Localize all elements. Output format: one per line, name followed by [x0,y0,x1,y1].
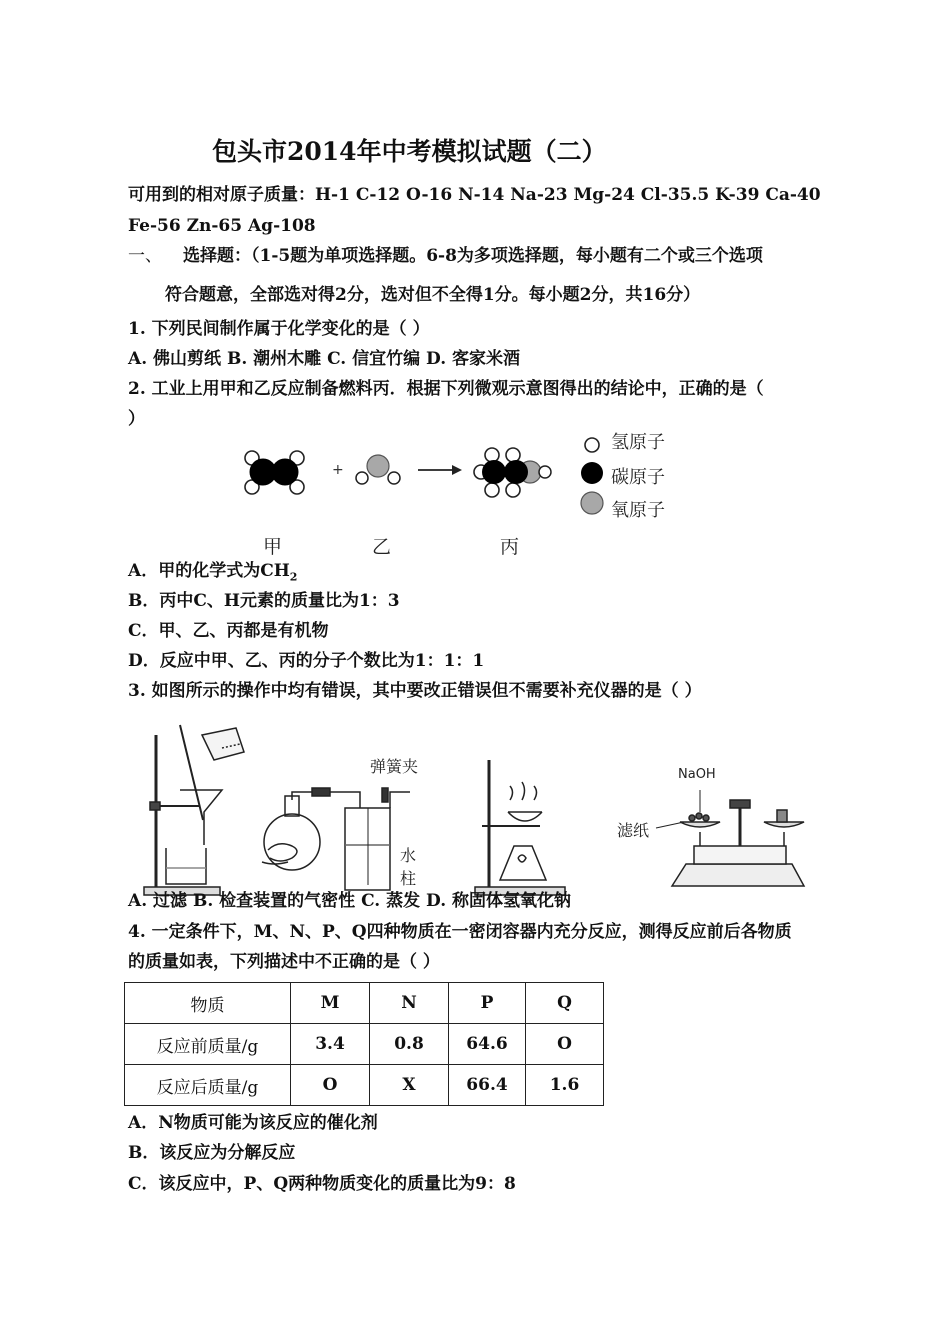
table-cell: O [291,1065,370,1106]
q1-stem: 1. 下列民间制作属于化学变化的是（ ） [128,319,430,339]
table-header-cell: N [370,983,449,1024]
table-cell: 1.6 [526,1065,604,1106]
q2-option-a [128,560,297,588]
label-water-column-1: 水 [400,846,417,865]
label-spring-clip: 弹簧夹 [370,757,419,776]
table-header-cell: M [291,983,370,1024]
table-cell: X [370,1065,449,1106]
label-jia: 甲 [263,536,283,558]
q4-stem: 4. 一定条件下，M、N、P、Q四种物质在一密闭容器内充分反应，测得反应前后各物质 [128,922,792,942]
q2-option-c: C．甲、乙、丙都是有机物 [128,621,329,641]
q4-option-b: B．该反应为分解反应 [128,1143,296,1163]
table-cell: 3.4 [291,1024,370,1065]
molecule-bing [474,448,551,497]
q2-stem: 2. 工业上用甲和乙反应制备燃料丙．根据下列微观示意图得出的结论中，正确的是（ [128,379,764,399]
table-header-row [125,983,604,1024]
label-bing: 丙 [500,536,520,558]
plus-sign: + [332,462,344,478]
section-number: 一、 [128,246,162,266]
q2-stem-cont: ） [128,409,145,429]
section-heading: 选择题：（1-5题为单项选择题。6-8为多项选择题，每小题有二个或三个选项 [183,246,763,266]
page-title: 包头市2014年中考模拟试题（二） [212,137,607,166]
molecule-jia [245,451,304,494]
legend-carbon-symbol [581,462,603,484]
table-cell: O [526,1024,604,1065]
table-header-cell: 物质 [125,983,291,1024]
q4-option-c: C．该反应中，P、Q两种物质变化的质量比为9：8 [128,1174,516,1194]
mass-table [124,982,604,1106]
label-water-column-2: 柱 [400,869,417,888]
legend-carbon: 碳原子 [611,467,665,488]
atomic-masses-line-1: 可用到的相对原子质量：H-1 C-12 O-16 N-14 Na-23 Mg-24 Cl-35.5 K-39 Ca-40 [128,185,821,205]
q3-options: A. 过滤 B. 检查装置的气密性 C. 蒸发 D. 称固体氢氧化钠 [128,891,572,911]
legend-hydrogen-symbol [585,438,599,452]
atomic-masses-line-2: Fe-56 Zn-65 Ag-108 [128,216,316,236]
q4-stem-cont: 的质量如表，下列描述中不正确的是（ ） [128,952,440,972]
table-cell: 66.4 [449,1065,526,1106]
table-cell: 反应后质量/g [125,1065,291,1106]
table-cell: 64.6 [449,1024,526,1065]
q2-option-d: D．反应中甲、乙、丙的分子个数比为1：1：1 [128,651,485,671]
apparatus-figure [120,715,820,900]
label-filter-paper: 滤纸 [617,821,650,840]
label-yi: 乙 [372,536,392,558]
molecule-yi [356,455,400,484]
q3-stem: 3. 如图所示的操作中均有错误，其中要改正错误但不需要补充仪器的是（ ） [128,681,702,701]
airtightness-apparatus [262,788,410,890]
table-header-cell: P [449,983,526,1024]
q1-options: A. 佛山剪纸 B. 潮州木雕 C. 信宜竹编 D. 客家米酒 [128,349,521,369]
legend-hydrogen: 氢原子 [611,432,665,453]
legend-oxygen-symbol [581,492,603,514]
legend-oxygen: 氧原子 [611,500,665,521]
q4-option-a: A．N物质可能为该反应的催化剂 [128,1113,378,1133]
q2-option-a-sub: 2 [289,570,298,584]
table-cell: 反应前质量/g [125,1024,291,1065]
reaction-arrow [418,465,462,475]
table-row [125,1065,604,1106]
balance-apparatus [656,790,804,886]
table-row [125,1024,604,1065]
table-header-cell: Q [526,983,604,1024]
q2-option-b: B．丙中C、H元素的质量比为1：3 [128,591,400,611]
table-cell: 0.8 [370,1024,449,1065]
evaporation-apparatus [475,760,565,895]
label-naoh: NaOH [678,767,716,782]
q2-option-a-main: A．甲的化学式为CH [128,561,290,581]
section-heading-cont: 符合题意，全部选对得2分，选对但不全得1分。每小题2分，共16分） [165,285,701,305]
filtration-apparatus [144,725,244,895]
